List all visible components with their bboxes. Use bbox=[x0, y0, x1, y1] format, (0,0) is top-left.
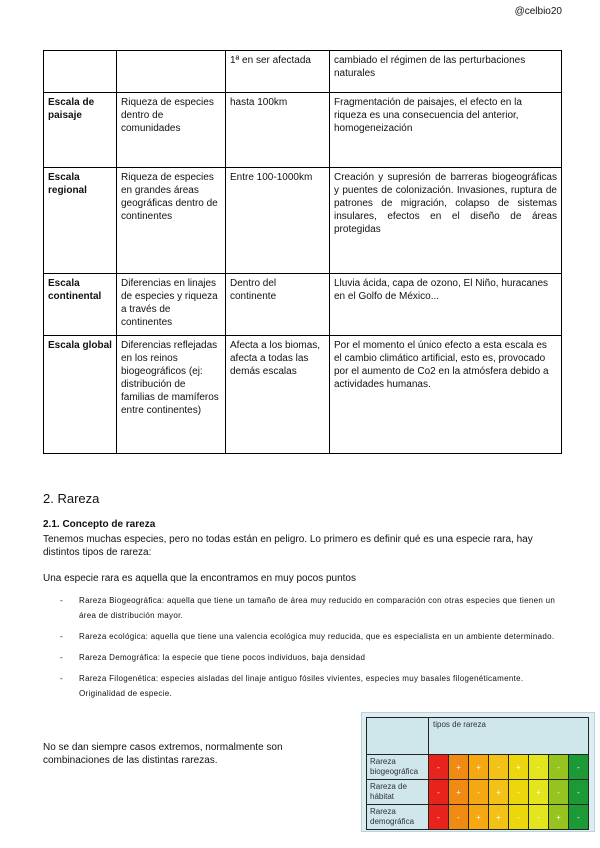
rarity-cell: + bbox=[549, 805, 569, 830]
rarity-cell: + bbox=[469, 755, 489, 780]
rarity-cell: - bbox=[529, 755, 549, 780]
scale-level bbox=[44, 51, 117, 93]
rarity-row bbox=[367, 755, 589, 780]
rarity-types-list bbox=[43, 593, 557, 707]
watermark: @celbio20 bbox=[514, 6, 562, 17]
rarity-cell: - bbox=[569, 755, 589, 780]
scale-effects: Creación y supresión de barreras biogeográficas y puentes de colonización. Invasiones, ruptura de patrones de migración, colapso de sistemas insulares, efectos en el diseño de áreas protegidas bbox=[330, 168, 562, 274]
scale-description: Diferencias reflejadas en los reinos biogeográficos (ej: distribución de familias de mamíferos entre continentes) bbox=[117, 336, 226, 454]
rarity-cell: - bbox=[429, 755, 449, 780]
rarity-header: tipos de rareza bbox=[429, 718, 589, 755]
rarity-cell: - bbox=[509, 805, 529, 830]
scale-level: Escala de paisaje bbox=[44, 93, 117, 168]
scale-level: Escala regional bbox=[44, 168, 117, 274]
table-row bbox=[44, 93, 562, 168]
rarity-cell: + bbox=[529, 780, 549, 805]
rarity-cell: - bbox=[489, 755, 509, 780]
list-item: - Rareza Filogenética: especies aisladas del linaje antiguo fósiles vivientes, especies muy basales filogenéticamente. Originalidad de especie. bbox=[43, 671, 557, 701]
subsection-heading: 2.1. Concepto de rareza bbox=[43, 519, 156, 530]
rarity-cell: - bbox=[429, 805, 449, 830]
table-row bbox=[44, 168, 562, 274]
rarity-row bbox=[367, 805, 589, 830]
rarity-cell: - bbox=[549, 755, 569, 780]
scale-description: Riqueza de especies en grandes áreas geográficas dentro de continentes bbox=[117, 168, 226, 274]
rarity-row bbox=[367, 780, 589, 805]
scale-description: Diferencias en linajes de especies y riqueza a través de continentes bbox=[117, 274, 226, 336]
scale-effects: cambiado el régimen de las perturbaciones naturales bbox=[330, 51, 562, 93]
rarity-cell: + bbox=[489, 805, 509, 830]
rarity-corner bbox=[367, 718, 429, 755]
rarity-cell: + bbox=[449, 780, 469, 805]
rarity-header-row bbox=[367, 718, 589, 755]
scale-effects: Fragmentación de paisajes, el efecto en la riqueza es una consecuencia del anterior, homogeneización bbox=[330, 93, 562, 168]
table-row bbox=[44, 274, 562, 336]
rarity-cell: + bbox=[469, 805, 489, 830]
scale-area: 1ª en ser afectada bbox=[226, 51, 330, 93]
scale-area: hasta 100km bbox=[226, 93, 330, 168]
list-item: - Rareza Demográfica: la especie que tiene pocos individuos, baja densidad bbox=[43, 650, 557, 665]
scales-table bbox=[43, 50, 562, 454]
list-item: - Rareza Biogeográfica: aquella que tiene un tamaño de área muy reducido en comparación con otras especies que tienen un área de distribución mayor. bbox=[43, 593, 557, 623]
rarity-cell: - bbox=[509, 780, 529, 805]
intro-paragraph: Tenemos muchas especies, pero no todas están en peligro. Lo primero es definir qué es una especie rara, hay distintos tipos de rareza: bbox=[43, 534, 533, 558]
rarity-cell: + bbox=[489, 780, 509, 805]
rarity-cell: - bbox=[469, 780, 489, 805]
scale-area: Afecta a los biomas, afecta a todas las demás escalas bbox=[226, 336, 330, 454]
rarity-row-label: Rareza biogeográfica bbox=[367, 755, 429, 780]
rarity-cell: - bbox=[569, 805, 589, 830]
rarity-row-label: Rareza de hábitat bbox=[367, 780, 429, 805]
rarity-cell: - bbox=[429, 780, 449, 805]
rarity-table bbox=[366, 717, 589, 830]
rarity-row-label: Rareza demográfica bbox=[367, 805, 429, 830]
rarity-cell: + bbox=[509, 755, 529, 780]
definition-paragraph: Una especie rara es aquella que la encontramos en muy pocos puntos bbox=[43, 573, 356, 584]
table-row bbox=[44, 51, 562, 93]
scale-area: Entre 100-1000km bbox=[226, 168, 330, 274]
table-row bbox=[44, 336, 562, 454]
scale-description bbox=[117, 51, 226, 93]
scale-area: Dentro del continente bbox=[226, 274, 330, 336]
rarity-cell: - bbox=[449, 805, 469, 830]
scale-effects: Por el momento el único efecto a esta escala es el cambio climático artificial, esto es, provocado por el aumento de Co2 en la atmósfera debido a actividades humanas. bbox=[330, 336, 562, 454]
scale-level: Escala continental bbox=[44, 274, 117, 336]
section-heading: 2. Rareza bbox=[43, 491, 100, 506]
rarity-cell: + bbox=[449, 755, 469, 780]
list-item: - Rareza ecológica: aquella que tiene una valencia ecológica muy reducida, que es especialista en un ambiente determinado. bbox=[43, 629, 557, 644]
rarity-cell: - bbox=[569, 780, 589, 805]
rarity-cell: - bbox=[549, 780, 569, 805]
closing-paragraph: No se dan siempre casos extremos, normalmente son combinaciones de las distintas rarezas. bbox=[43, 742, 283, 766]
scale-level: Escala global bbox=[44, 336, 117, 454]
scale-effects: Lluvia ácida, capa de ozono, El Niño, huracanes en el Golfo de México... bbox=[330, 274, 562, 336]
rarity-table-figure bbox=[361, 712, 595, 832]
rarity-cell: - bbox=[529, 805, 549, 830]
scale-description: Riqueza de especies dentro de comunidades bbox=[117, 93, 226, 168]
